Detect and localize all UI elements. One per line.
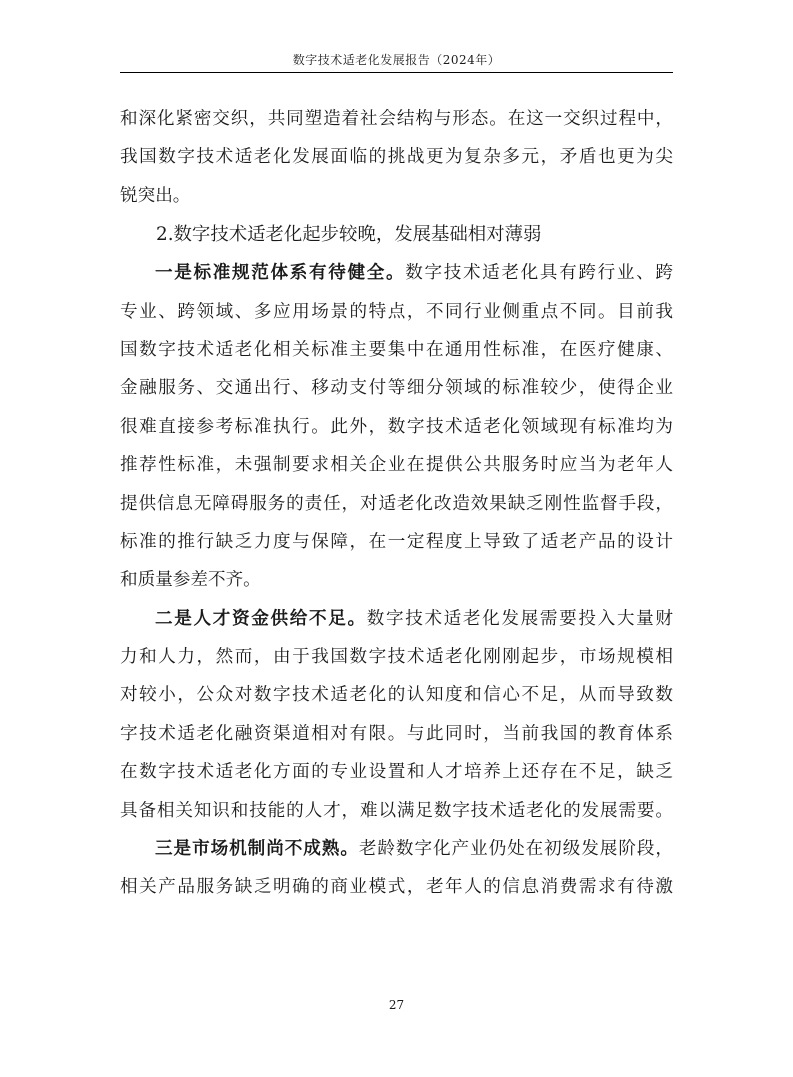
text-run: 数字技术适老化发展需要投入大量财 <box>366 608 673 629</box>
text-line: 相关产品服务缺乏明确的商业模式，老年人的信息消费需求有待激 <box>120 877 673 898</box>
text-line: 和深化紧密交织，共同塑造着社会结构与形态。在这一交织过程中， <box>120 109 673 129</box>
paragraph-market <box>120 830 673 907</box>
text-line: 字技术适老化融资渠道相对有限。与此同时，当前我国的教育体系 <box>120 723 673 744</box>
paragraph-talent-funding <box>120 600 673 830</box>
paragraph-intro <box>120 100 673 215</box>
text-run: 数字技术适老化具有跨行业、跨 <box>405 263 673 284</box>
text-line: 和质量参差不齐。 <box>120 570 261 591</box>
text-line <box>120 254 673 292</box>
text-line: 专业、跨领域、多应用场景的特点，不同行业侧重点不同。目前我 <box>120 301 673 322</box>
text-line: 力和人力，然而，由于我国数字技术适老化刚刚起步，市场规模相 <box>120 647 673 668</box>
text-line: 我国数字技术适老化发展面临的挑战更为复杂多元，矛盾也更为尖 <box>120 147 673 168</box>
text-line: 对较小，公众对数字技术适老化的认知度和信心不足，从而导致数 <box>120 685 673 706</box>
paragraph-standards <box>120 254 673 600</box>
text-line: 金融服务、交通出行、移动支付等细分领域的标准较少，使得企业 <box>120 378 673 399</box>
text-line <box>120 830 673 868</box>
page-number: 27 <box>388 998 405 1012</box>
paragraph-lead: 三是市场机制尚不成熟。 <box>155 838 359 860</box>
text-line: 国数字技术适老化相关标准主要集中在通用性标准，在医疗健康、 <box>120 339 673 360</box>
text-line: 很难直接参考标准执行。此外，数字技术适老化领域现有标准均为 <box>120 416 673 437</box>
paragraph-lead: 一是标准规范体系有待健全。 <box>155 262 406 284</box>
header-rule <box>120 72 673 73</box>
text-line: 在数字技术适老化方面的专业设置和人才培养上还存在不足，缺乏 <box>120 762 673 783</box>
section-heading: 2.数字技术适老化起步较晚，发展基础相对薄弱 <box>156 224 542 246</box>
text-run: 老龄数字化产业仍处在初级发展阶段， <box>358 839 673 860</box>
text-line <box>120 600 673 638</box>
text-line: 标准的推行缺乏力度与保障，在一定程度上导致了适老产品的设计 <box>120 531 673 552</box>
text-line: 推荐性标准，未强制要求相关企业在提供公共服务时应当为老年人 <box>120 455 673 476</box>
text-line: 锐突出。 <box>120 185 191 206</box>
text-line: 具备相关知识和技能的人才，难以满足数字技术适老化的发展需要。 <box>120 800 673 821</box>
running-header: 数字技术适老化发展报告（2024年） <box>292 53 501 67</box>
paragraph-lead: 二是人才资金供给不足。 <box>155 607 367 629</box>
text-line: 提供信息无障碍服务的责任，对适老化改造效果缺乏刚性监督手段， <box>120 493 673 514</box>
page-body <box>120 100 673 907</box>
